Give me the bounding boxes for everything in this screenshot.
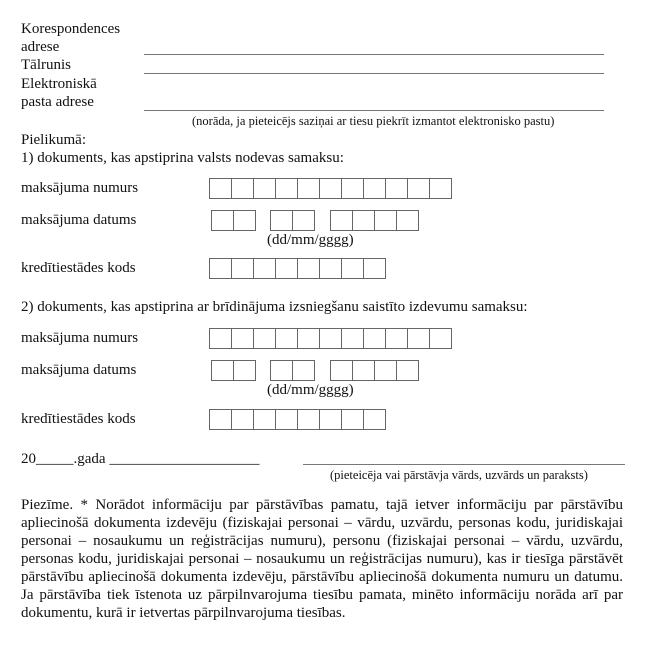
signature-hint: (pieteicēja vai pārstāvja vārds, uzvārds un paraksts) [330,468,588,482]
character-box[interactable] [211,360,234,381]
character-box[interactable] [211,210,234,231]
character-box[interactable] [275,258,298,279]
character-box[interactable] [275,328,298,349]
email-hint: (norāda, ja pieteicējs saziņai ar tiesu piekrīt izmantot elektronisko pastu) [192,114,555,128]
payment-date-label: maksājuma datums [21,362,137,378]
character-box[interactable] [385,328,408,349]
correspondence-label: Korespondences [21,21,121,37]
character-box[interactable] [341,178,364,199]
character-box[interactable] [352,210,375,231]
character-box[interactable] [341,328,364,349]
payment-number-boxes[interactable] [209,328,451,349]
character-box[interactable] [231,409,254,430]
character-box[interactable] [396,210,419,231]
character-box[interactable] [233,210,256,231]
character-box[interactable] [330,360,353,381]
email-label: Elektroniskā [21,76,97,92]
character-box[interactable] [292,210,315,231]
payment-number-boxes[interactable] [209,178,451,199]
character-box[interactable] [231,258,254,279]
character-box[interactable] [209,258,232,279]
character-box[interactable] [270,360,293,381]
character-box[interactable] [319,178,342,199]
character-box[interactable] [396,360,419,381]
email-field[interactable] [144,110,604,111]
character-box[interactable] [407,328,430,349]
character-box[interactable] [231,328,254,349]
character-box[interactable] [209,409,232,430]
character-box[interactable] [363,328,386,349]
payment-date-label: maksājuma datums [21,212,137,228]
character-box[interactable] [209,328,232,349]
character-box[interactable] [297,409,320,430]
section-2-title: 2) dokuments, kas apstiprina ar brīdinājuma izsniegšanu saistīto izdevumu samaksu: [21,299,528,315]
date-format-hint: (dd/mm/gggg) [267,382,354,398]
character-box[interactable] [209,178,232,199]
character-box[interactable] [231,178,254,199]
payment-month-boxes[interactable] [270,210,314,231]
payment-day-boxes[interactable] [211,360,255,381]
character-box[interactable] [253,409,276,430]
attachments-heading: Pielikumā: [21,132,86,148]
signature-field[interactable] [303,464,625,465]
character-box[interactable] [275,409,298,430]
character-box[interactable] [363,409,386,430]
signature-date[interactable]: 20_____.gada ____________________ [21,451,260,467]
correspondence-address-field[interactable] [144,54,604,55]
bank-code-label: kredītiestādes kods [21,260,136,276]
phone-label: Tālrunis [21,57,71,73]
character-box[interactable] [429,328,452,349]
character-box[interactable] [253,258,276,279]
email-label-2: pasta adrese [21,94,94,110]
character-box[interactable] [319,258,342,279]
payment-day-boxes[interactable] [211,210,255,231]
bank-code-boxes[interactable] [209,409,385,430]
payment-year-boxes[interactable] [330,360,418,381]
character-box[interactable] [297,258,320,279]
character-box[interactable] [407,178,430,199]
payment-month-boxes[interactable] [270,360,314,381]
character-box[interactable] [270,210,293,231]
character-box[interactable] [253,178,276,199]
payment-year-boxes[interactable] [330,210,418,231]
character-box[interactable] [319,409,342,430]
note-paragraph: Piezīme. * Norādot informāciju par pārstāvības pamatu, tajā ietver informāciju par pārstāvību apliecinošā dokumenta izdevēju (fiziskajai personai – vārdu, uzvārdu, personas kodu, juridiskajai personai – nosaukumu un reģistrācijas numuru), personu (fiziskajai personai – vārdu, uzvārdu, personas kodu, juridiskajai personai – nosaukumu un reģistrācijas numuru), kas ir tiesīga pārstāvēt pārstāvību apliecinošā dokumenta izdevēju, pārstāvību apliecinošā dokumenta numuru un datumu. Ja pārstāvība tiek īstenota uz pārpilnvarojuma tiesību pamata, minēto informāciju norāda arī par dokumentu, kurā ir ietvertas pārpilnvarojuma tiesības. [21,497,623,621]
character-box[interactable] [233,360,256,381]
character-box[interactable] [363,178,386,199]
character-box[interactable] [297,178,320,199]
character-box[interactable] [385,178,408,199]
character-box[interactable] [429,178,452,199]
character-box[interactable] [352,360,375,381]
character-box[interactable] [363,258,386,279]
section-1-title: 1) dokuments, kas apstiprina valsts nodevas samaksu: [21,150,344,166]
character-box[interactable] [292,360,315,381]
payment-number-label: maksājuma numurs [21,180,139,196]
character-box[interactable] [275,178,298,199]
character-box[interactable] [253,328,276,349]
character-box[interactable] [341,258,364,279]
character-box[interactable] [330,210,353,231]
character-box[interactable] [319,328,342,349]
character-box[interactable] [341,409,364,430]
character-box[interactable] [297,328,320,349]
bank-code-label: kredītiestādes kods [21,411,136,427]
phone-field[interactable] [144,73,604,74]
correspondence-label-2: adrese [21,39,60,55]
bank-code-boxes[interactable] [209,258,385,279]
date-format-hint: (dd/mm/gggg) [267,232,354,248]
payment-number-label: maksājuma numurs [21,330,139,346]
character-box[interactable] [374,210,397,231]
character-box[interactable] [374,360,397,381]
